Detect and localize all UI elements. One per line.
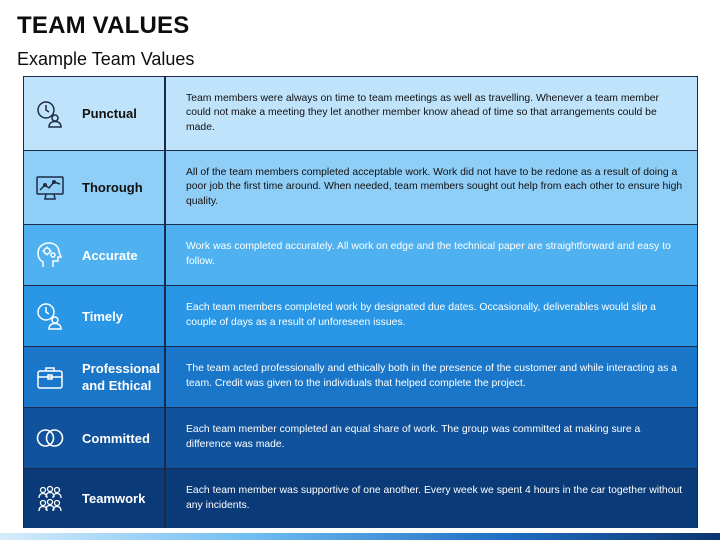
monitor-analytics-icon bbox=[35, 173, 65, 203]
row-description: Each team member was supportive of one another. Every week we spent 4 hours in the car together without any incidents. bbox=[186, 484, 683, 511]
table-row-accurate bbox=[24, 225, 697, 286]
label-cell bbox=[24, 347, 166, 407]
row-label: Thorough bbox=[82, 180, 143, 195]
row-description: The team acted professionally and ethically both in the presence of the customer and while interacting as a team. Credit was given to the individuals that helped complete the project. bbox=[186, 363, 677, 389]
label-cell bbox=[24, 151, 166, 224]
table-row-thorough bbox=[24, 151, 697, 225]
page-subtitle: Example Team Values bbox=[17, 49, 195, 69]
clock-person-icon bbox=[35, 99, 65, 129]
row-description: Work was completed accurately. All work on edge and the technical paper are straightforward and easy to follow. bbox=[186, 241, 671, 267]
label-cell bbox=[24, 408, 166, 468]
row-description: All of the team members completed acceptable work. Work did not have to be redone as a result of doing a poor job the first time around. When needed, team members sought out help from each other to ensure high quality. bbox=[186, 166, 683, 207]
head-gears-icon bbox=[35, 240, 65, 270]
interlocked-rings-icon bbox=[35, 423, 65, 453]
briefcase-icon bbox=[35, 362, 65, 392]
row-description: Team members were always on time to team meetings as well as travelling. Whenever a team member could not make a meeting they let another member know ahead of time so that arrangements could be made. bbox=[186, 92, 659, 133]
row-description: Each team members completed work by designated due dates. Occasionally, deliverables would slip a couple of days as a result of unforeseen issues. bbox=[186, 302, 656, 328]
team-values-table bbox=[23, 76, 698, 528]
row-label: Professional and Ethical bbox=[82, 361, 161, 393]
team-group-icon bbox=[35, 484, 65, 514]
row-label: Timely bbox=[82, 308, 123, 324]
row-label: Committed bbox=[82, 430, 150, 446]
label-cell bbox=[24, 77, 166, 150]
label-cell bbox=[24, 225, 166, 285]
table-row-professional-and-ethical bbox=[24, 347, 697, 408]
row-description: Each team member completed an equal share of work. The group was committed at making sure a difference was made. bbox=[186, 424, 641, 450]
page-title: TEAM VALUES bbox=[17, 12, 190, 39]
row-label: Punctual bbox=[82, 106, 137, 121]
row-label: Teamwork bbox=[82, 491, 146, 506]
table-row-committed bbox=[24, 408, 697, 469]
label-cell bbox=[24, 469, 166, 528]
table-row-timely bbox=[24, 286, 697, 347]
table-row-punctual bbox=[24, 77, 697, 151]
label-cell bbox=[24, 286, 166, 346]
table-row-teamwork bbox=[24, 469, 697, 528]
clock-person-icon bbox=[35, 301, 65, 331]
row-label: Accurate bbox=[82, 247, 138, 263]
footer-gradient-bar bbox=[0, 533, 720, 540]
